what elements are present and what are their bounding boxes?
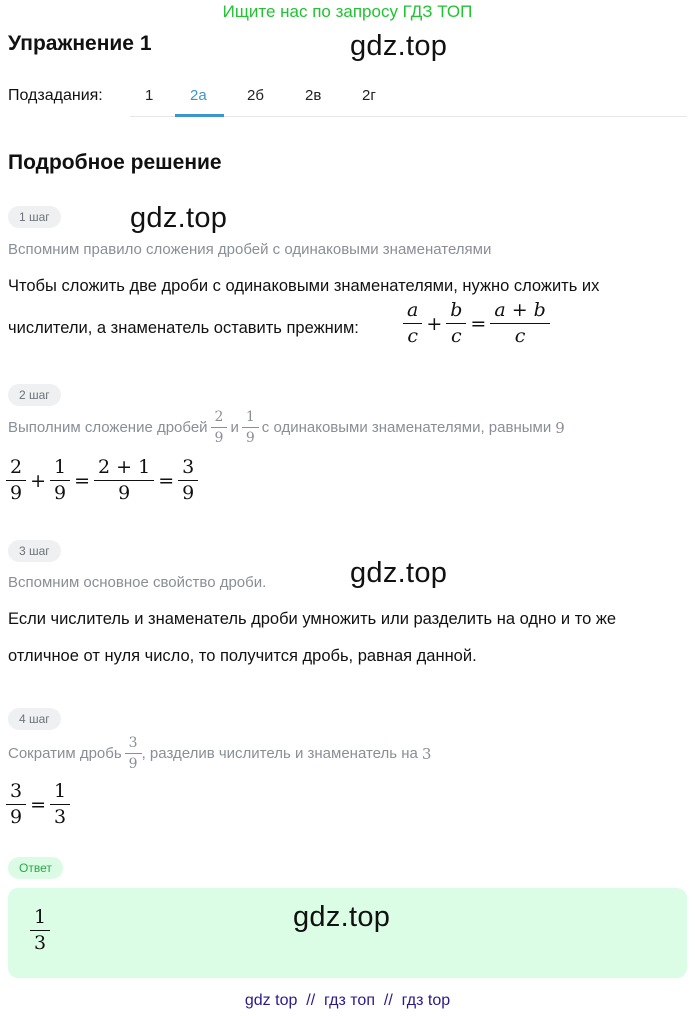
fraction: $\frac{1}{9}$	[52, 458, 68, 503]
step-4-badge: 4 шаг	[8, 708, 61, 730]
watermark: gdz.top	[350, 557, 448, 589]
active-tab-indicator	[175, 114, 224, 117]
step-2-note: Выполним сложение дробей $\frac{2}{9}$ и $\frac{1}{9}$ с одинаковыми знаменателями, равными 9	[8, 409, 565, 446]
solution-title: Подробное решение	[8, 151, 222, 174]
tab-2a[interactable]: 2а	[190, 87, 207, 104]
fraction: $\frac{3}{9}$	[127, 736, 140, 771]
step-1-text-line2: числители, а знаменатель оставить прежним:	[8, 319, 359, 337]
promo-banner[interactable]: Ищите нас по запросу ГДЗ ТОП	[222, 2, 473, 21]
fraction: $\frac{2 + 1}{9}$	[96, 458, 152, 503]
step-1-note: Вспомним правило сложения дробей с одинаковыми знаменателями	[8, 241, 492, 258]
answer-badge: Ответ	[8, 857, 63, 879]
watermark: gdz.top	[350, 30, 448, 62]
step-4-formula: $\frac{3}{9}$ = $\frac{1}{3}$	[8, 782, 68, 827]
fraction: $\frac{1}{9}$	[244, 410, 257, 445]
fraction: $\frac{a}{c}$	[405, 301, 420, 346]
fraction: $\frac{1}{3}$	[52, 782, 68, 827]
fraction: $\frac{3}{9}$	[180, 458, 196, 503]
fraction: $\frac{a + b}{c}$	[492, 301, 548, 346]
tab-2g[interactable]: 2г	[362, 87, 376, 104]
fraction: $\frac{3}{9}$	[8, 782, 24, 827]
fraction: $\frac{2}{9}$	[8, 458, 24, 503]
step-2-formula: $\frac{2}{9}$ + $\frac{1}{9}$ = $\frac{2 + 1}{9}$ = $\frac{3}{9}$	[8, 458, 196, 503]
fraction: $\frac{1}{3}$	[32, 908, 48, 953]
step-1-text-line1: Чтобы сложить две дроби с одинаковыми знаменателями, нужно сложить их	[8, 277, 600, 295]
tab-2v[interactable]: 2в	[305, 87, 322, 104]
watermark: gdz.top	[293, 901, 391, 933]
footer-links[interactable]: gdz top // гдз топ // гдз top	[244, 992, 451, 1009]
step-3-text-line1: Если числитель и знаменатель дроби умножить или разделить на одно и то же	[8, 610, 617, 628]
subtasks-label: Подзадания:	[8, 87, 103, 104]
exercise-title: Упражнение 1	[8, 32, 152, 55]
step-2-badge: 2 шаг	[8, 384, 61, 406]
step-1-badge: 1 шаг	[8, 206, 61, 228]
answer-fraction	[32, 908, 48, 953]
tab-2b[interactable]: 2б	[247, 87, 264, 104]
step-3-note: Вспомним основное свойство дроби.	[8, 574, 267, 591]
step-3-text-line2: отличное от нуля число, то получится дробь, равная данной.	[8, 647, 477, 665]
tab-1[interactable]: 1	[145, 87, 154, 104]
watermark: gdz.top	[130, 202, 228, 234]
fraction: $\frac{b}{c}$	[448, 301, 464, 346]
fraction: $\frac{2}{9}$	[213, 410, 226, 445]
step-1-formula: $\frac{a}{c}$ + $\frac{b}{c}$ = $\frac{a + b}{c}$	[405, 301, 548, 346]
step-3-badge: 3 шаг	[8, 540, 61, 562]
step-4-note: Сократим дробь $\frac{3}{9}$ , разделив числитель и знаменатель на 3	[8, 735, 432, 772]
